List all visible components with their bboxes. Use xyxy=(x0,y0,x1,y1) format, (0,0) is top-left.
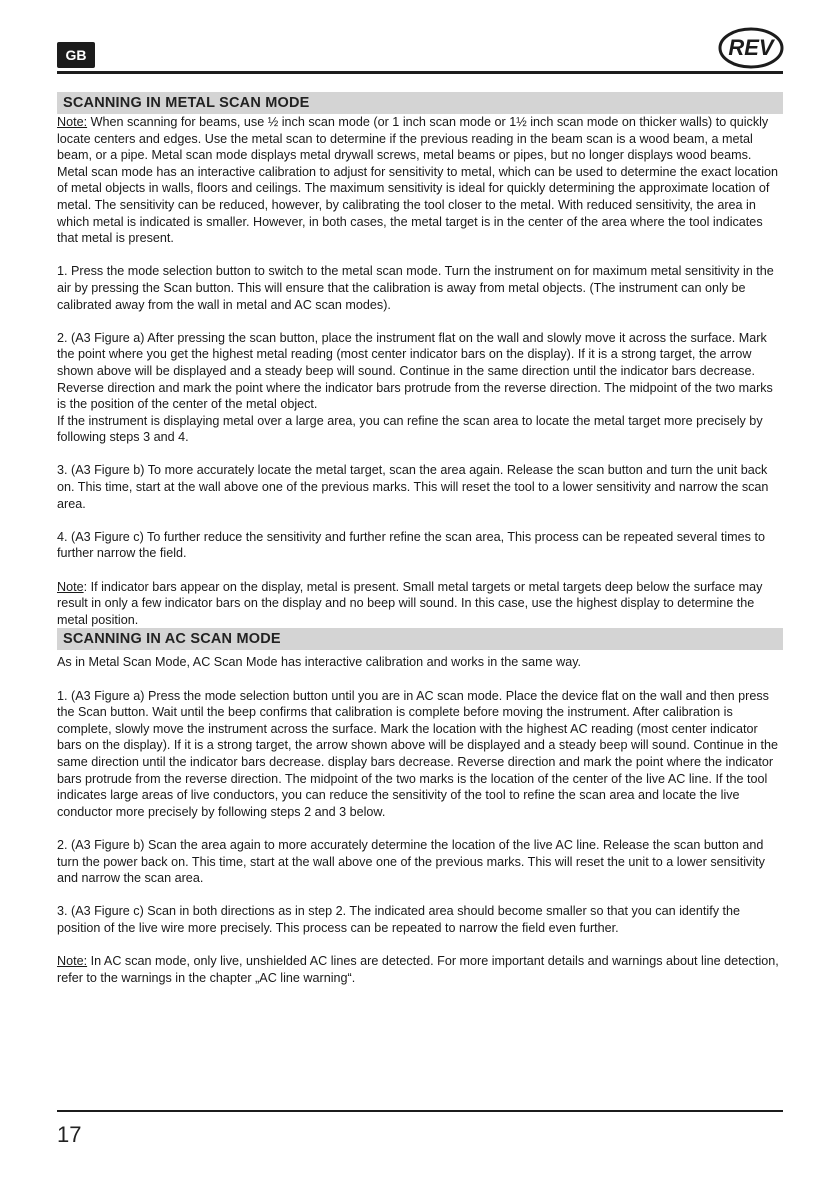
page-number: 17 xyxy=(57,1122,82,1147)
note-label: Note: xyxy=(57,115,88,129)
note-paragraph xyxy=(57,114,783,164)
rev-logo xyxy=(718,27,784,69)
calibration-paragraph: Metal scan mode has an interactive calibration to adjust for sensitivity to metal, which can be used to determine the exact location of metal objects in walls, floors and ceilings. The maximum sensitivity is ideal for quickly determining the approximate location of metal. The sensitivity can be reduced, however, by calibrating the tool closer to the metal. With reduced sensitivity, the area in which metal is indicated is smaller. However, in both cases, the metal target is in the center of the area where the tool indicates that metal is present. xyxy=(57,164,779,246)
metal-note-paragraph xyxy=(57,579,783,629)
metal-step-4: 4. (A3 Figure c) To further reduce the sensitivity and further refine the scan area, This process can be repeated several times to further narrow the field. xyxy=(57,529,765,561)
section-title-ac: SCANNING IN AC SCAN MODE xyxy=(57,628,783,650)
ac-step-1: 1. (A3 Figure a) Press the mode selection button until you are in AC scan mode. Place the device flat on the wall and then press the Scan button. Wait until the beep confirms that calibration is complete before moving the instrument. After calibration is complete, slowly move the instrument across the surface. Mark the location with the highest AC reading (most center indicator bars on the display). If it is a strong target, the arrow shown above will be displayed and a steady beep will sound. Continue in the same direction until the indicator bars decrease. display bars decrease. Reverse direction and mark the point where the indicator bars protrude from the reverse direction. The midpoint of the two marks is the location of the center of the live AC line. If the tool indicates large areas of live conductors, you can reduce the sensitivity of the tool to refine the scan area and locate the live conductor more precisely by following steps 2 and 3 below. xyxy=(57,688,779,819)
ac-step-2: 2. (A3 Figure b) Scan the area again to more accurately determine the location of the live AC line. Release the scan button and turn the power back on. This time, start at the wall above one of the previous marks. This will reset the unit to a lower sensitivity and narrow the scan area. xyxy=(57,837,765,886)
ac-step-3: 3. (A3 Figure c) Scan in both directions as in step 2. The indicated area should become smaller so that you can identify the position of the live wire more precisely. This process can be repeated to narrow the field even further. xyxy=(57,904,741,935)
ac-intro: As in Metal Scan Mode, AC Scan Mode has interactive calibration and works in the same way. xyxy=(57,655,582,670)
metal-step-3: 3. (A3 Figure b) To more accurately locate the metal target, scan the area again. Release the scan button and turn the unit back on. This time, start at the wall above one of the previous marks. This will reset the tool to a lower sensitivity and narrow the scan area. xyxy=(57,463,769,511)
metal-step-2: 2. (A3 Figure a) After pressing the scan button, place the instrument flat on the wall and slowly move it across the surface. Mark the point where you get the highest metal reading (most center indicator bars on the display). If it is a strong target, the arrow shown above will be displayed and a steady beep will sound. Continue in the same direction until the indicator bars decrease. Reverse direction and mark the point where the indicator bars protrude from the reverse direction. The midpoint of the two marks is the position of the center of the metal object. xyxy=(57,330,773,412)
bottom-divider xyxy=(57,1110,783,1112)
language-badge xyxy=(57,42,95,68)
section-title-metal: SCANNING IN METAL SCAN MODE xyxy=(57,92,783,114)
ac-note-label: Note: xyxy=(57,954,88,969)
metal-note-text: : If indicator bars appear on the display, metal is present. Small metal targets or metal targets deep below the surface may result in only a few indicator bars on the display and no beep will sound. In this case, use the highest display to determine the metal position. xyxy=(57,579,763,627)
note-text: When scanning for beams, use ½ inch scan mode (or 1 inch scan mode or 1½ inch scan mode on thicker walls) to quickly locate centers and edges. Use the metal scan to determine if the previous reading in the beam scan is a wood beam, a metal beam, or a pipe. Metal scan mode displays metal drywall screws, metal beams or pipes, but no longer displays wood beams. xyxy=(57,115,769,163)
logo-text: REV xyxy=(728,35,774,60)
top-divider xyxy=(57,71,783,74)
ac-note-text: In AC scan mode, only live, unshielded AC lines are detected. For more important details and warnings about line detection, refer to the warnings in the chapter „AC line warning“. xyxy=(57,954,779,985)
ac-note-paragraph xyxy=(57,953,783,986)
main-content xyxy=(57,92,783,986)
language-code: GB xyxy=(65,47,87,63)
metal-step-2-followup: If the instrument is displaying metal over a large area, you can refine the scan area to locate the metal target more precisely by following steps 3 and 4. xyxy=(57,413,763,445)
metal-step-1: 1. Press the mode selection button to switch to the metal scan mode. Turn the instrument on for maximum metal sensitivity in the air by pressing the Scan button. This will ensure that the calibration is away from metal objects. (The instrument can only be calibrated away from the wall in metal and AC scan modes). xyxy=(57,264,774,312)
metal-note-label: Note xyxy=(57,579,84,594)
